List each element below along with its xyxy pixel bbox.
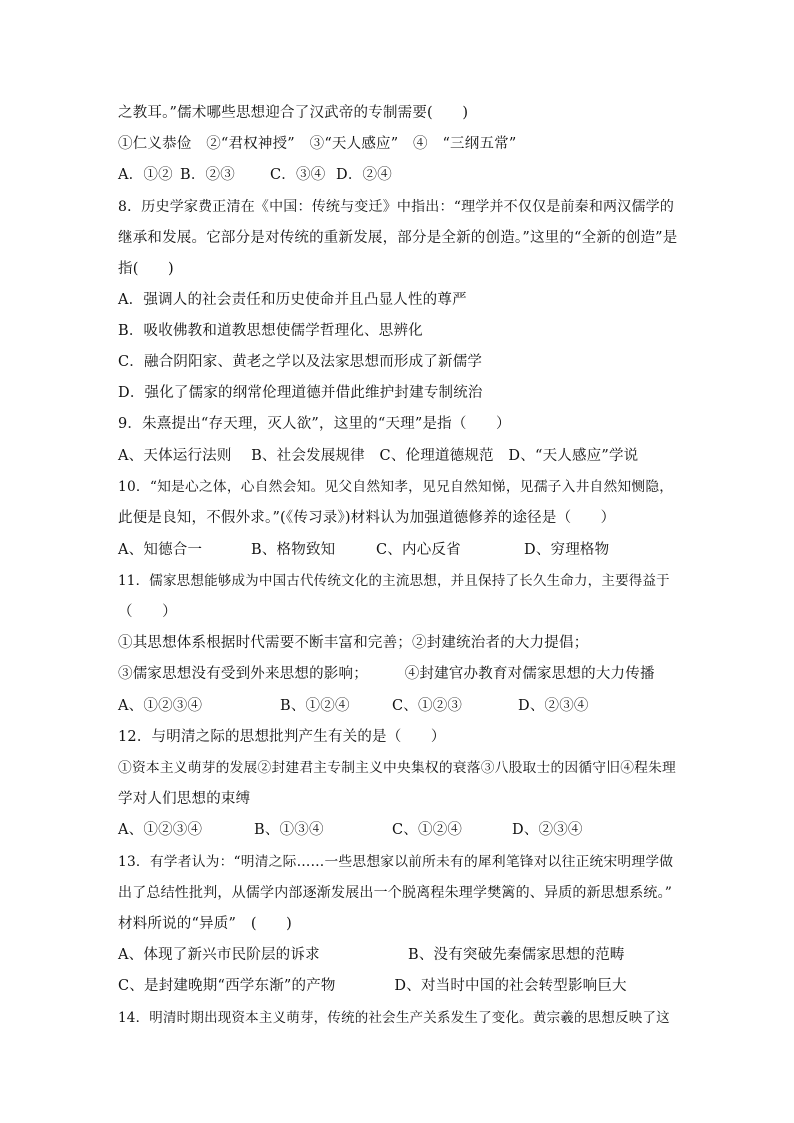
q13-options-cd: C、是封建晚期“西学东渐”的产物 D、对当时中国的社会转型影响巨大 [118,978,627,994]
q11-option-a: A、①②③④ [118,698,203,714]
q8-stem-line-2: 继承和发展。它部分是对传统的重新发展，部分是全新的创造。”这里的“全新的创造”是 [118,230,678,246]
q8-option-b: B．吸收佛教和道教思想使儒学哲理化、思辨化 [118,323,423,339]
q12-option-b: B、①③④ [254,822,324,838]
q11-option-c: C、①②③ [392,698,463,714]
q10-option-b: B、格物致知 [251,542,336,558]
q11-option-b: B、①②④ [280,698,350,714]
q8-option-c: C．融合阴阳家、黄老之学以及法家思想而形成了新儒学 [118,354,483,370]
q10-stem-line-2: 此便是良知，不假外求。”(《传习录》)材料认为加强道德修养的途径是（ ） [118,510,616,526]
q11-stem-line-1: 11．儒家思想能够成为中国古代传统文化的主流思想，并且保持了长久生命力，主要得益于 [118,573,670,589]
q10-option-c: C、内心反省 [376,542,461,558]
q12-option-c: C、①②④ [392,822,463,838]
q14-stem-line-1: 14．明清时期出现资本主义萌芽，传统的社会生产关系发生了变化。黄宗羲的思想反映了这 [118,1010,670,1026]
q7-option-a: A．①② [118,167,173,183]
q9-stem: 9．朱熹提出“存天理，灭人欲”，这里的“天理”是指（ ） [118,416,511,432]
q12-statements-2: 学对人们思想的束缚 [118,791,251,807]
q11-option-d: D、②③④ [518,698,589,714]
q12-option-a: A、①②③④ [118,822,203,838]
q11-statements-2: ③儒家思想没有受到外来思想的影响； ④封建官办教育对儒家思想的大力传播 [118,666,655,682]
q7-option-c: C．③④ [270,167,326,183]
q13-stem-line-2: 出了总结性批判，从儒学内部逐渐发展出一个脱离程朱理学樊篱的、异质的新思想系统。” [118,885,673,901]
q8-option-d: D．强化了儒家的纲常伦理道德并借此维护封建专制统治 [118,385,483,401]
q13-stem-line-1: 13．有学者认为：“明清之际……一些思想家以前所未有的犀利笔锋对以往正统宋明理学做 [118,854,674,870]
q9-options: A、天体运行法则 B、社会发展规律 C、伦理道德规范 D、“天人感应”学说 [118,448,639,464]
q8-stem-line-1: 8．历史学家费正清在《中国：传统与变迁》中指出：“理学并不仅仅是前秦和两汉儒学的 [118,199,675,215]
q8-option-a: A．强调人的社会责任和历史使命并且凸显人性的尊严 [118,292,467,308]
q12-statements-1: ①资本主义萌芽的发展②封建君主专制主义中央集权的衰落③八股取士的因循守旧④程朱理 [118,760,677,776]
q7-option-d: D．②④ [336,167,392,183]
q10-option-d: D、穷理格物 [524,542,610,558]
q7-statements: ①仁义恭俭 ②“君权神授” ③“天人感应” ④ “三纲五常” [118,136,517,152]
q13-stem-line-3: 材料所说的“异质” ( ) [118,916,292,932]
q13-options-ab: A、体现了新兴市民阶层的诉求 B、没有突破先秦儒家思想的范畴 [118,947,625,963]
q12-option-d: D、②③④ [512,822,583,838]
q10-option-a: A、知德合一 [118,542,203,558]
q11-stem-line-2: （ ） [118,604,177,620]
q8-stem-line-3: 指( ) [118,261,174,277]
q7-stem-end: 之教耳。”儒术哪些思想迎合了汉武帝的专制需要( ) [118,105,469,121]
q12-stem: 12．与明清之际的思想批判产生有关的是（ ） [118,729,446,745]
q11-statements-1: ①其思想体系根据时代需要不断丰富和完善；②封建统治者的大力提倡； [118,635,589,651]
q7-option-b: B．②③ [180,167,235,183]
q10-stem-line-1: 10．“知是心之体，心自然会知。见父自然知孝，见兄自然知悌，见孺子入井自然知恻隐， [118,479,674,495]
